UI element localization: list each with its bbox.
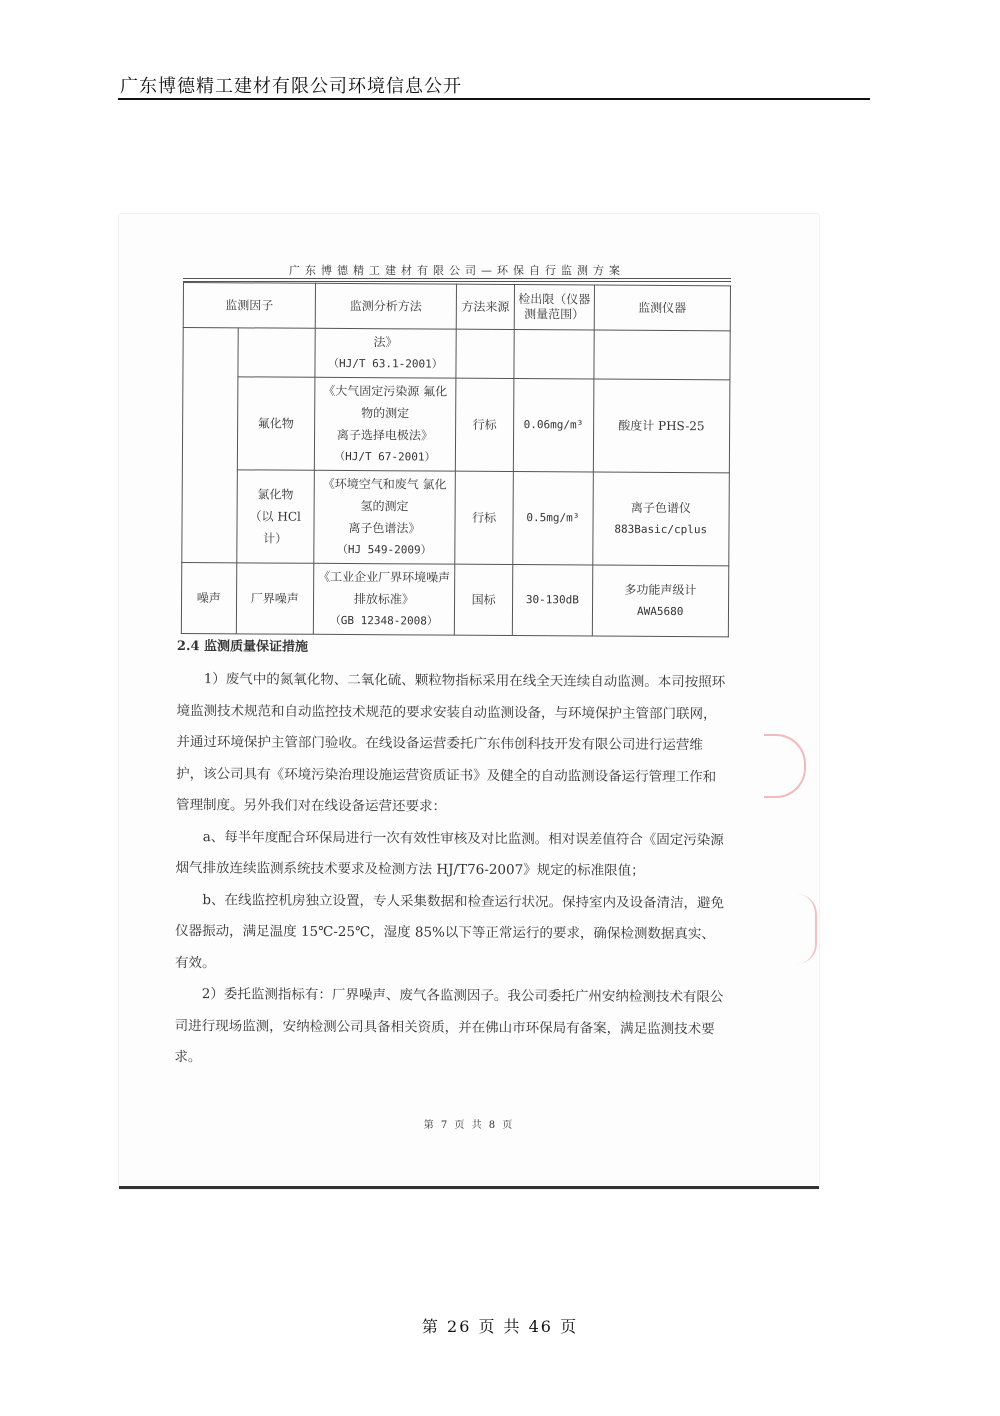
method-cell [314, 377, 456, 471]
page-number: 第 26 页 共 46 页 [421, 1317, 579, 1336]
monitoring-table [181, 282, 731, 637]
method-cell [313, 563, 455, 635]
paragraph: a、每半年度配合环保局进行一次有效性审核及对比监测。相对误差值符合《固定污染源烟气排放连续监测系统技术要求及检测方法 HJ/T76-2007》规定的标准限值； [175, 828, 724, 879]
instrument-cell [592, 472, 729, 566]
factor-cell: 厂界噪声 [236, 563, 314, 634]
source-cell [456, 329, 514, 378]
column-header: 监测因子 [183, 283, 315, 329]
method-line: 离子色谱法》 [348, 521, 421, 536]
category-cell: 噪声 [181, 562, 236, 633]
factor-cell [237, 328, 315, 377]
header-title: 广东博德精工建材有限公司环境信息公开 [120, 76, 462, 97]
table-row [183, 328, 730, 380]
paragraph: 1）废气中的氮氧化物、二氧化硫、颗粒物指标采用在线全天连续自动监测。本司按照环境监测技术规范和自动监控技术规范的要求安装自动监测设备，与环境保护主管部门联网，并通过环境保护主管部门验收。在线设备运营委托广东伟创科技开发有限公司进行运营维护，该公司具有《环境污染治理设施运营资质证书》及健全的自动监测设备运行管理工作和管理制度。另外我们对在线设备运营还要求： [175, 671, 726, 815]
scanned-document [119, 214, 819, 1189]
table-row [181, 562, 728, 636]
instrument-line: 多功能声级计 [624, 582, 697, 598]
section-heading: 2.4 监测质量保证措施 [176, 638, 309, 655]
factor-cell [236, 470, 314, 563]
instrument-line: AWA5680 [637, 604, 684, 619]
method-line: 《工业企业厂界环境噪声 [318, 569, 451, 585]
category-cell [182, 328, 238, 563]
method-line: 氢的测定 [360, 499, 409, 514]
factor-cell: 氟化物 [237, 377, 315, 470]
method-line: 《大气固定污染源 氟化 [323, 383, 448, 399]
method-line: （HJ 549-2009） [336, 542, 432, 557]
method-cell [315, 328, 457, 378]
instrument-cell [593, 330, 730, 380]
column-header: 检出限（仪器测量范围） [514, 285, 594, 330]
method-line: （GB 12348-2008） [329, 613, 438, 628]
column-header: 监测分析方法 [315, 283, 456, 329]
page-header [118, 72, 870, 100]
method-line: 《环境空气和废气 氯化 [322, 476, 447, 492]
paragraph: 2）委托监测指标有：厂界噪声、废气各监测因子。我公司委托广州安纳检测技术有限公司进行现场监测，安纳检测公司具备相关资质，并在佛山市环保局有备案，满足监测技术要求。 [174, 986, 724, 1066]
instrument-line: 883Basic/cplus [614, 522, 708, 537]
table-row [182, 377, 730, 473]
method-line: （HJ/T 63.1-2001） [328, 356, 443, 371]
table-header-row [183, 283, 730, 331]
instrument-cell [592, 565, 729, 637]
source-cell: 国标 [454, 564, 513, 635]
paragraph: b、在线监控机房独立设置，专人采集数据和检查运行状况。保持室内及设备清洁，避免仪器振动，满足温度 15℃-25℃，湿度 85%以下等正常运行的要求，确保检测数据真实、有效。 [174, 891, 725, 971]
limit-cell: 0.06mg/m³ [513, 379, 593, 472]
scan-page-footer: 第 7 页 共 8 页 [423, 1120, 515, 1131]
limit-cell: 0.5mg/m³ [513, 472, 593, 565]
red-stamp-mark [764, 734, 806, 798]
factor-line: 氯化物 [257, 487, 294, 502]
instrument-line: 离子色谱仪 [630, 500, 691, 516]
method-line: （HJ/T 67-2001） [334, 449, 436, 464]
method-line: 物的测定 [361, 406, 410, 421]
source-cell: 行标 [455, 378, 514, 471]
scan-title: 广东博德精工建材有限公司—环保自行监测方案 [183, 262, 731, 279]
column-header: 方法来源 [456, 284, 514, 329]
limit-cell: 30-130dB [512, 565, 592, 636]
limit-cell [514, 330, 594, 379]
instrument-cell: 酸度计 PHS-25 [593, 379, 730, 473]
quality-assurance-section [174, 636, 727, 1077]
table-row [182, 469, 730, 565]
column-header: 监测仪器 [594, 285, 731, 331]
method-line: 排放标准》 [353, 592, 415, 607]
factor-line: （以 HCl 计） [249, 509, 301, 546]
method-cell [314, 470, 456, 564]
method-line: 法》 [373, 335, 398, 350]
method-line: 离子选择电极法》 [336, 427, 434, 443]
source-cell: 行标 [455, 471, 514, 564]
red-stamp-mark [791, 894, 817, 964]
